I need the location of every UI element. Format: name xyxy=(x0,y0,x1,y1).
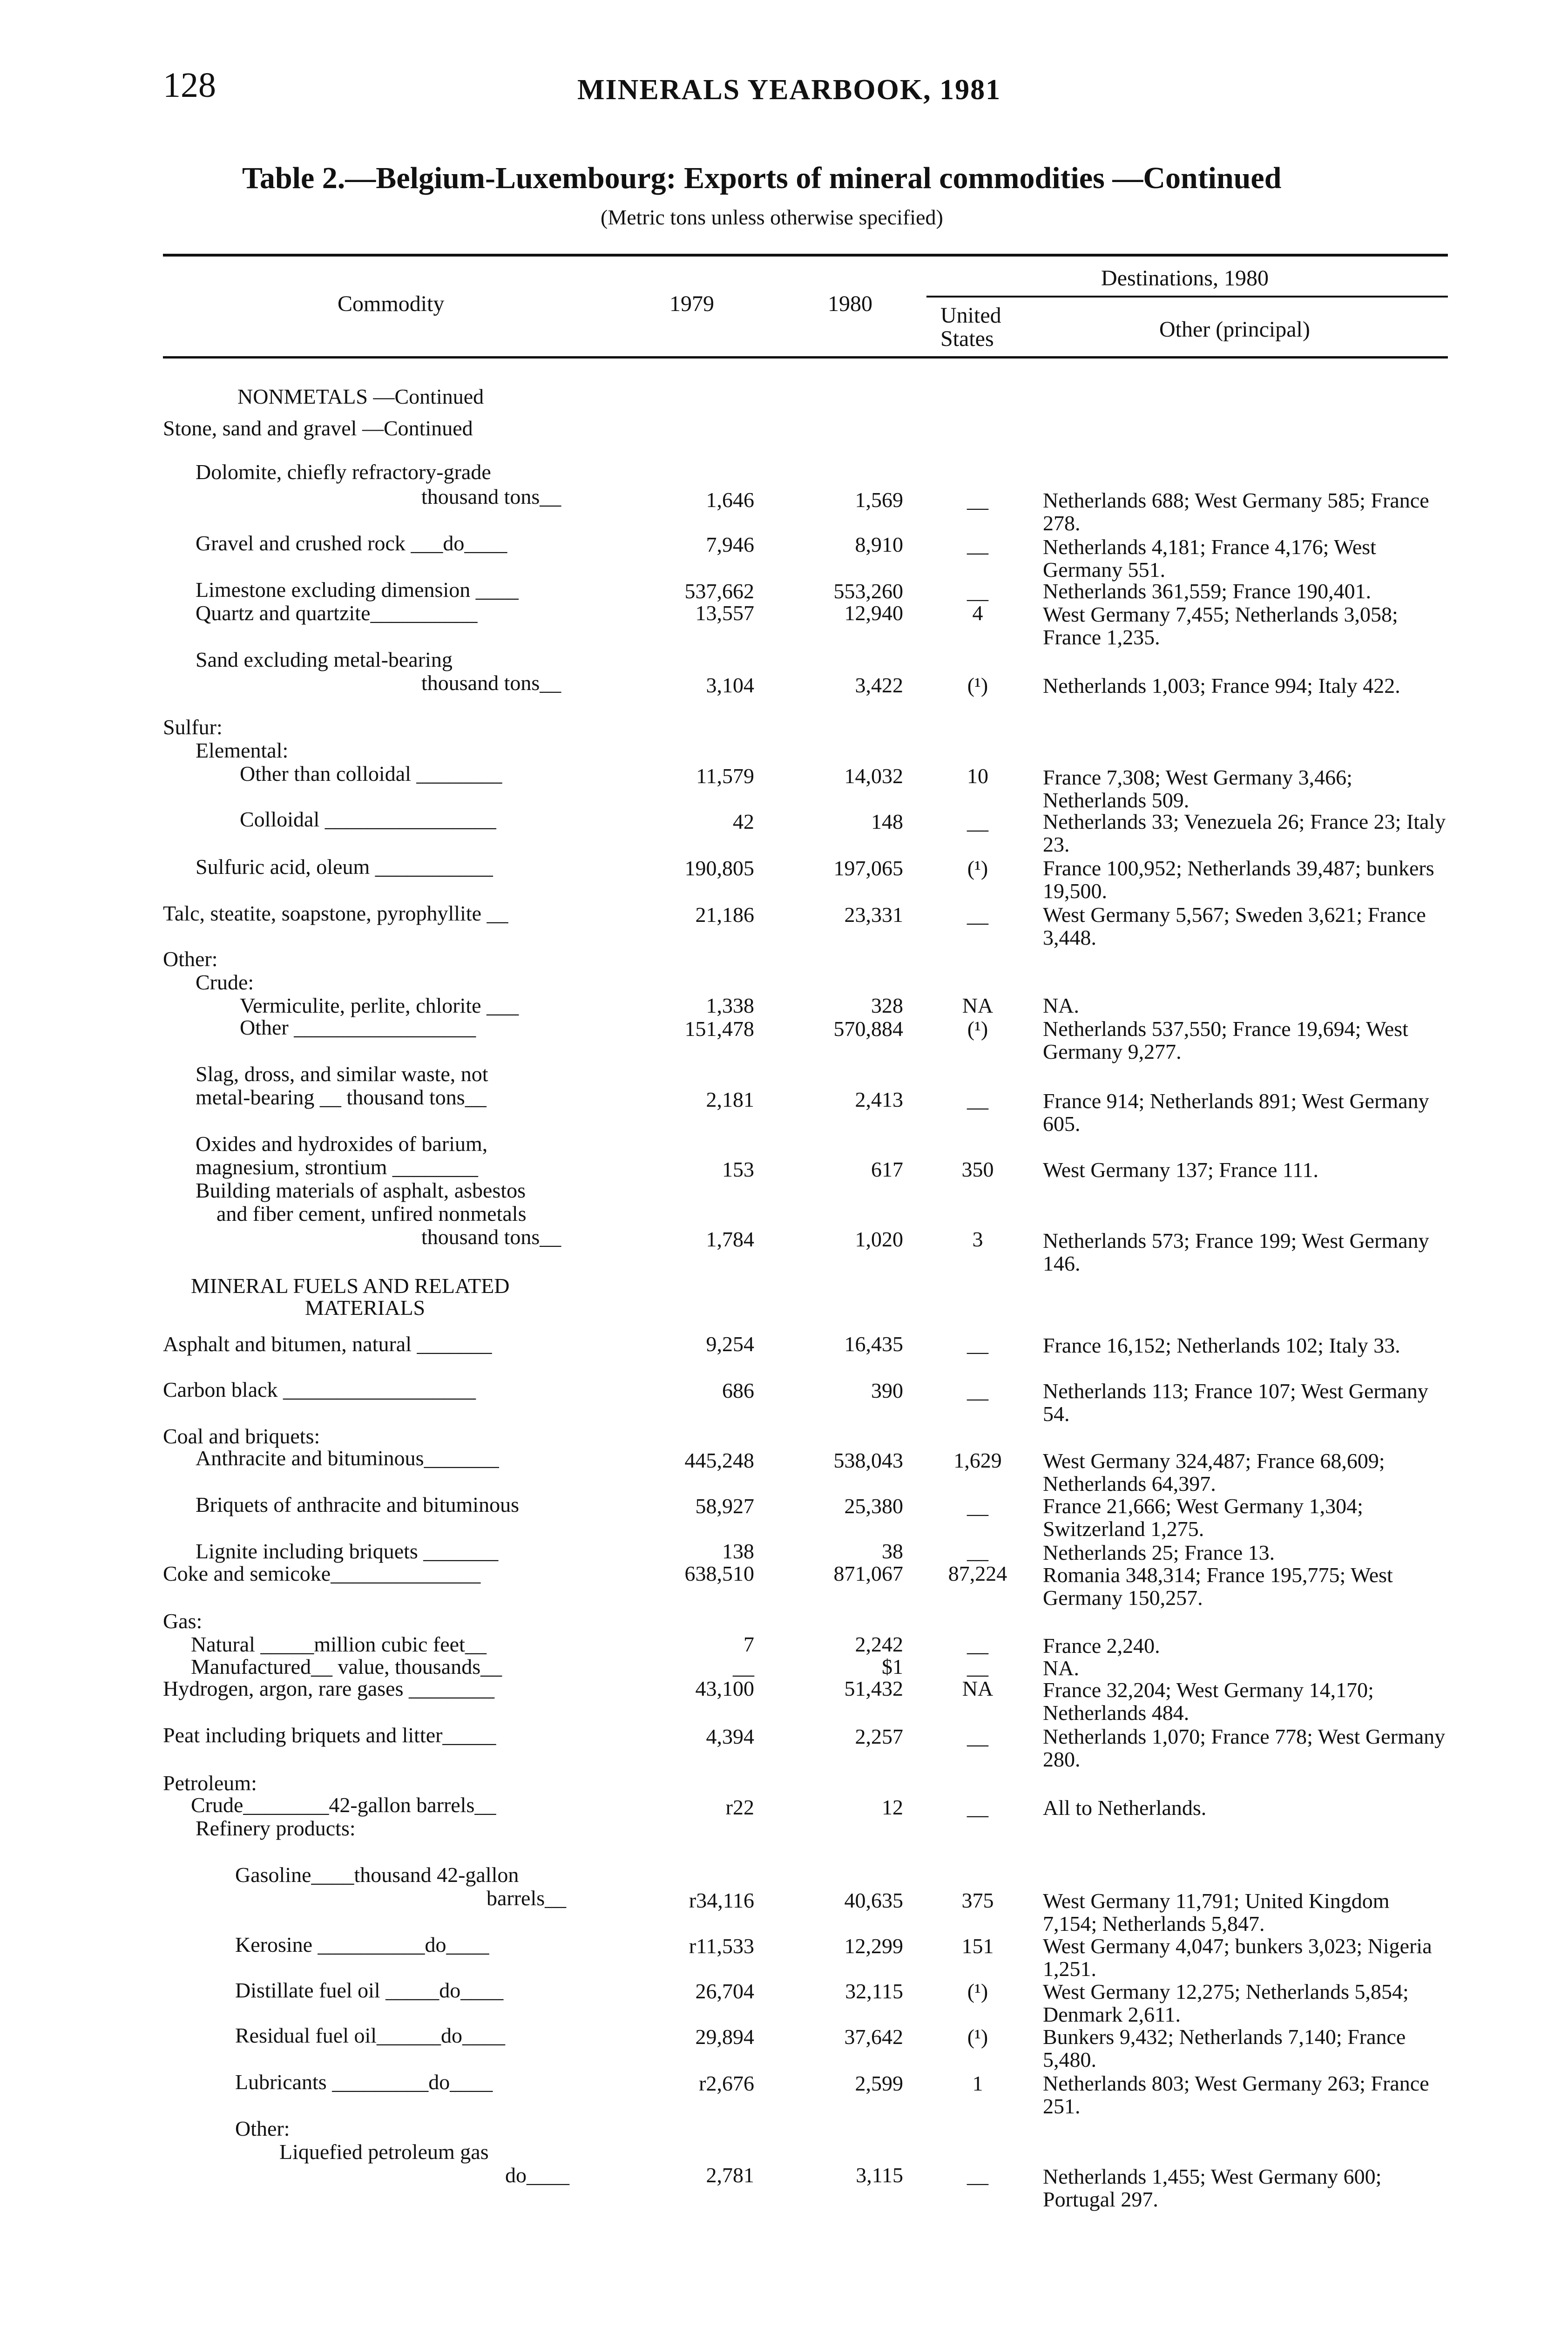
value-united-states: 151 xyxy=(961,1934,994,1958)
value-united-states: 375 xyxy=(961,1888,994,1912)
value-1979: 7 xyxy=(743,1632,754,1656)
destinations-other: Netherlands 33; Venezuela 26; France 23; Italy 23. xyxy=(1043,810,1446,856)
row-label: metal-bearing __ thousand tons__ xyxy=(196,1085,487,1109)
destinations-other: France 914; Netherlands 891; West Germany 605. xyxy=(1043,1089,1429,1136)
group-heading: Petroleum: xyxy=(163,1771,257,1795)
destinations-other: France 7,308; West Germany 3,466; Netherlands 509. xyxy=(1043,765,1352,812)
row-label: Dolomite, chiefly refractory-grade xyxy=(196,460,491,484)
destinations-other: Netherlands 361,559; France 190,401. xyxy=(1043,579,1372,603)
row-label: Lubricants _________do____ xyxy=(235,2070,493,2094)
value-1979: r11,533 xyxy=(689,1934,754,1958)
value-1980: 3,422 xyxy=(855,673,903,697)
value-1980: 2,599 xyxy=(855,2071,903,2095)
value-1980: 148 xyxy=(871,810,903,833)
destinations-other: Netherlands 1,003; France 994; Italy 422. xyxy=(1043,674,1400,697)
value-1980: 2,242 xyxy=(855,1632,903,1656)
table-title: Table 2.—Belgium-Luxembourg: Exports of mineral commodities —Continued xyxy=(242,161,1282,195)
value-united-states: 4 xyxy=(972,601,983,625)
value-1980: 3,115 xyxy=(856,2163,903,2187)
destinations-other: France 2,240. xyxy=(1043,1634,1160,1658)
destinations-other: West Germany 11,791; United Kingdom 7,154; Netherlands 5,847. xyxy=(1043,1889,1390,1935)
group-heading: Elemental: xyxy=(196,738,289,762)
value-united-states: (¹) xyxy=(967,673,988,697)
destinations-other: Netherlands 4,181; France 4,176; West Germany 551. xyxy=(1043,535,1376,582)
value-1980: 197,065 xyxy=(833,856,903,880)
table-subtitle: (Metric tons unless otherwise specified) xyxy=(601,205,943,229)
top-rule xyxy=(163,254,1448,257)
row-label: Asphalt and bitumen, natural _______ xyxy=(163,1332,492,1356)
group-heading: Stone, sand and gravel —Continued xyxy=(163,416,473,440)
value-1980: 617 xyxy=(871,1157,903,1181)
group-heading: Crude: xyxy=(196,970,254,994)
value-united-states: 10 xyxy=(967,764,988,788)
value-1979: 29,894 xyxy=(695,2025,754,2049)
value-united-states: (¹) xyxy=(967,1017,988,1041)
value-1980: 32,115 xyxy=(845,1979,903,2003)
value-1979: 151,478 xyxy=(684,1017,754,1041)
row-label: Sulfuric acid, oleum ___________ xyxy=(196,855,493,879)
col-header-united-states-2: States xyxy=(940,326,994,351)
value-1980: 23,331 xyxy=(844,903,903,927)
value-1980: 8,910 xyxy=(855,533,903,556)
row-label: Briquets of anthracite and bituminous xyxy=(196,1493,519,1516)
row-label: Lignite including briquets _______ xyxy=(196,1539,499,1563)
destinations-other: Netherlands 688; West Germany 585; France 278. xyxy=(1043,488,1429,535)
col-header-1979: 1979 xyxy=(669,291,714,316)
row-label: thousand tons__ xyxy=(421,671,561,695)
value-united-states: __ xyxy=(967,1655,988,1678)
value-united-states: __ xyxy=(967,1088,988,1111)
value-1979: 43,100 xyxy=(695,1677,754,1700)
value-1979: 3,104 xyxy=(706,673,754,697)
value-united-states: __ xyxy=(967,810,988,833)
row-label: Anthracite and bituminous_______ xyxy=(196,1446,499,1470)
destinations-rule xyxy=(926,296,1448,298)
destinations-other: Bunkers 9,432; Netherlands 7,140; France 5,480. xyxy=(1043,2025,1406,2071)
value-1980: $1 xyxy=(882,1655,903,1678)
value-1980: 328 xyxy=(871,994,903,1017)
value-united-states: 87,224 xyxy=(948,1562,1007,1585)
row-label: Peat including briquets and litter_____ xyxy=(163,1723,496,1747)
section-heading: NONMETALS —Continued xyxy=(237,385,484,408)
row-label: Natural _____million cubic feet__ xyxy=(191,1632,487,1656)
destinations-other: All to Netherlands. xyxy=(1043,1796,1207,1820)
value-1979: 445,248 xyxy=(684,1448,754,1472)
row-label: Other than colloidal ________ xyxy=(240,762,502,785)
value-1979: 42 xyxy=(733,810,754,833)
destinations-other: Netherlands 113; France 107; West Germany 54. xyxy=(1043,1379,1428,1426)
row-label: Building materials of asphalt, asbestos xyxy=(196,1178,526,1202)
value-1980: 1,569 xyxy=(855,488,903,512)
value-united-states: __ xyxy=(967,488,988,512)
value-united-states: __ xyxy=(967,1539,988,1563)
value-1979: r34,116 xyxy=(689,1888,754,1912)
row-label: thousand tons__ xyxy=(421,1225,561,1249)
value-united-states: __ xyxy=(967,1332,988,1356)
row-label: Crude________42-gallon barrels__ xyxy=(191,1793,496,1817)
value-1980: 553,260 xyxy=(833,579,903,603)
row-label: magnesium, strontium ________ xyxy=(196,1155,478,1179)
value-1980: 14,032 xyxy=(844,764,903,788)
value-1979: 537,662 xyxy=(684,579,754,603)
destinations-other: Netherlands 803; West Germany 263; France 251. xyxy=(1043,2071,1429,2118)
value-united-states: __ xyxy=(967,1632,988,1656)
value-united-states: __ xyxy=(967,1379,988,1402)
value-united-states: (¹) xyxy=(967,2025,988,2049)
group-heading: Sulfur: xyxy=(163,715,223,739)
col-header-destinations: Destinations, 1980 xyxy=(1101,266,1269,291)
destinations-other: NA. xyxy=(1043,994,1079,1017)
value-united-states: 1,629 xyxy=(953,1448,1002,1472)
value-united-states: NA xyxy=(962,994,994,1017)
destinations-other: Netherlands 1,070; France 778; West Germany 280. xyxy=(1043,1725,1446,1771)
row-label: Other _________________ xyxy=(240,1015,476,1039)
value-1979: 11,579 xyxy=(696,764,754,788)
value-1979: 7,946 xyxy=(706,533,754,556)
value-1980: 2,413 xyxy=(855,1088,903,1111)
group-heading: Gas: xyxy=(163,1609,203,1633)
destinations-other: Netherlands 537,550; France 19,694; West Germany 9,277. xyxy=(1043,1017,1408,1063)
value-1980: 51,432 xyxy=(844,1677,903,1700)
value-1980: 38 xyxy=(882,1539,903,1563)
col-header-1980: 1980 xyxy=(828,291,872,316)
value-1980: 40,635 xyxy=(844,1888,903,1912)
value-1980: 37,642 xyxy=(844,2025,903,2049)
value-1979: 190,805 xyxy=(684,856,754,880)
row-label: Talc, steatite, soapstone, pyrophyllite __ xyxy=(163,901,508,925)
destinations-other: West Germany 5,567; Sweden 3,621; France 3,448. xyxy=(1043,903,1426,949)
value-1979: 138 xyxy=(722,1539,754,1563)
value-1979: 686 xyxy=(722,1379,754,1402)
value-1979: 21,186 xyxy=(695,903,754,927)
row-label: Oxides and hydroxides of barium, xyxy=(196,1132,488,1156)
row-label: Slag, dross, and similar waste, not xyxy=(196,1062,488,1086)
row-label: Carbon black __________________ xyxy=(163,1378,476,1401)
value-united-states: __ xyxy=(967,903,988,927)
row-label: Hydrogen, argon, rare gases ________ xyxy=(163,1677,494,1700)
destinations-other: Netherlands 25; France 13. xyxy=(1043,1541,1275,1564)
value-1979: r2,676 xyxy=(699,2071,754,2095)
destinations-other: West Germany 137; France 111. xyxy=(1043,1158,1319,1182)
value-1979: __ xyxy=(733,1655,754,1678)
row-label: Gravel and crushed rock ___do____ xyxy=(196,531,507,555)
value-1979: 153 xyxy=(722,1157,754,1181)
row-label: Limestone excluding dimension ____ xyxy=(196,578,519,602)
value-1980: 871,067 xyxy=(833,1562,903,1585)
value-united-states: __ xyxy=(967,1494,988,1518)
value-1980: 390 xyxy=(871,1379,903,1402)
value-1979: 638,510 xyxy=(684,1562,754,1585)
destinations-other: West Germany 4,047; bunkers 3,023; Nigeria 1,251. xyxy=(1043,1934,1432,1981)
group-heading: Other: xyxy=(163,947,218,971)
row-label: Distillate fuel oil _____do____ xyxy=(235,1978,504,2002)
value-1979: 2,781 xyxy=(706,2163,754,2187)
value-1979: 13,557 xyxy=(695,601,754,625)
running-title: MINERALS YEARBOOK, 1981 xyxy=(577,74,1001,106)
page-number: 128 xyxy=(163,66,216,105)
row-label: and fiber cement, unfired nonmetals xyxy=(216,1202,527,1225)
value-1980: 25,380 xyxy=(844,1494,903,1518)
row-label: Coke and semicoke______________ xyxy=(163,1562,481,1585)
row-label: Liquefied petroleum gas xyxy=(279,2140,489,2164)
group-heading: Refinery products: xyxy=(196,1816,356,1840)
row-label: thousand tons__ xyxy=(421,485,561,508)
row-label: Sand excluding metal-bearing xyxy=(196,648,453,671)
row-label: barrels__ xyxy=(487,1886,567,1910)
value-1979: 4,394 xyxy=(706,1725,754,1748)
row-label: Kerosine __________do____ xyxy=(235,1933,489,1956)
destinations-other: West Germany 324,487; France 68,609; Netherlands 64,397. xyxy=(1043,1449,1385,1496)
value-1980: 12,940 xyxy=(844,601,903,625)
value-1980: 2,257 xyxy=(855,1725,903,1748)
value-1979: 1,646 xyxy=(706,488,754,512)
value-1980: 12,299 xyxy=(844,1934,903,1958)
destinations-other: France 32,204; West Germany 14,170; Netherlands 484. xyxy=(1043,1678,1374,1725)
value-united-states: (¹) xyxy=(967,856,988,880)
group-heading: Coal and briquets: xyxy=(163,1424,320,1448)
destinations-other: NA. xyxy=(1043,1656,1079,1680)
destinations-other: West Germany 12,275; Netherlands 5,854; Denmark 2,611. xyxy=(1043,1980,1409,2026)
value-1980: 570,884 xyxy=(833,1017,903,1041)
value-united-states: 1 xyxy=(972,2071,983,2095)
row-label: Gasoline____thousand 42-gallon xyxy=(235,1863,519,1887)
value-1979: 26,704 xyxy=(695,1979,754,2003)
row-label: do____ xyxy=(505,2163,569,2187)
value-1979: r22 xyxy=(725,1795,754,1819)
row-label: Colloidal ________________ xyxy=(240,807,496,831)
row-label: Quartz and quartzite__________ xyxy=(196,601,478,625)
value-1979: 1,784 xyxy=(706,1227,754,1251)
destinations-other: Netherlands 1,455; West Germany 600; Portugal 297. xyxy=(1043,2165,1382,2211)
value-1979: 9,254 xyxy=(706,1332,754,1356)
section-heading: MATERIALS xyxy=(305,1296,426,1320)
value-united-states: __ xyxy=(967,533,988,556)
row-label: Vermiculite, perlite, chlorite ___ xyxy=(240,994,519,1017)
value-united-states: NA xyxy=(962,1677,994,1700)
row-label: Residual fuel oil______do____ xyxy=(235,2023,506,2047)
value-united-states: __ xyxy=(967,1795,988,1819)
value-united-states: __ xyxy=(967,579,988,603)
destinations-other: France 21,666; West Germany 1,304; Switzerland 1,275. xyxy=(1043,1494,1363,1541)
row-label: Manufactured__ value, thousands__ xyxy=(191,1655,502,1678)
header-bottom-rule xyxy=(163,356,1448,359)
destinations-other: Netherlands 573; France 199; West Germany 146. xyxy=(1043,1229,1429,1275)
value-1980: 1,020 xyxy=(855,1227,903,1251)
col-header-united-states-1: United xyxy=(940,303,1001,328)
value-united-states: (¹) xyxy=(967,1979,988,2003)
value-united-states: 3 xyxy=(972,1227,983,1251)
value-1980: 538,043 xyxy=(833,1448,903,1472)
value-1980: 16,435 xyxy=(844,1332,903,1356)
value-united-states: 350 xyxy=(961,1157,994,1181)
destinations-other: Romania 348,314; France 195,775; West Germany 150,257. xyxy=(1043,1563,1393,1610)
col-header-commodity: Commodity xyxy=(338,291,445,316)
value-1979: 2,181 xyxy=(706,1088,754,1111)
destinations-other: France 16,152; Netherlands 102; Italy 33. xyxy=(1043,1333,1400,1357)
value-1980: 12 xyxy=(882,1795,903,1819)
section-heading: MINERAL FUELS AND RELATED xyxy=(191,1274,510,1298)
value-united-states: __ xyxy=(967,2163,988,2187)
group-heading: Other: xyxy=(235,2117,290,2140)
value-1979: 58,927 xyxy=(695,1494,754,1518)
col-header-other: Other (principal) xyxy=(1159,317,1310,342)
destinations-other: West Germany 7,455; Netherlands 3,058; France 1,235. xyxy=(1043,602,1398,649)
value-united-states: __ xyxy=(967,1725,988,1748)
value-1979: 1,338 xyxy=(706,994,754,1017)
destinations-other: France 100,952; Netherlands 39,487; bunkers 19,500. xyxy=(1043,856,1434,903)
